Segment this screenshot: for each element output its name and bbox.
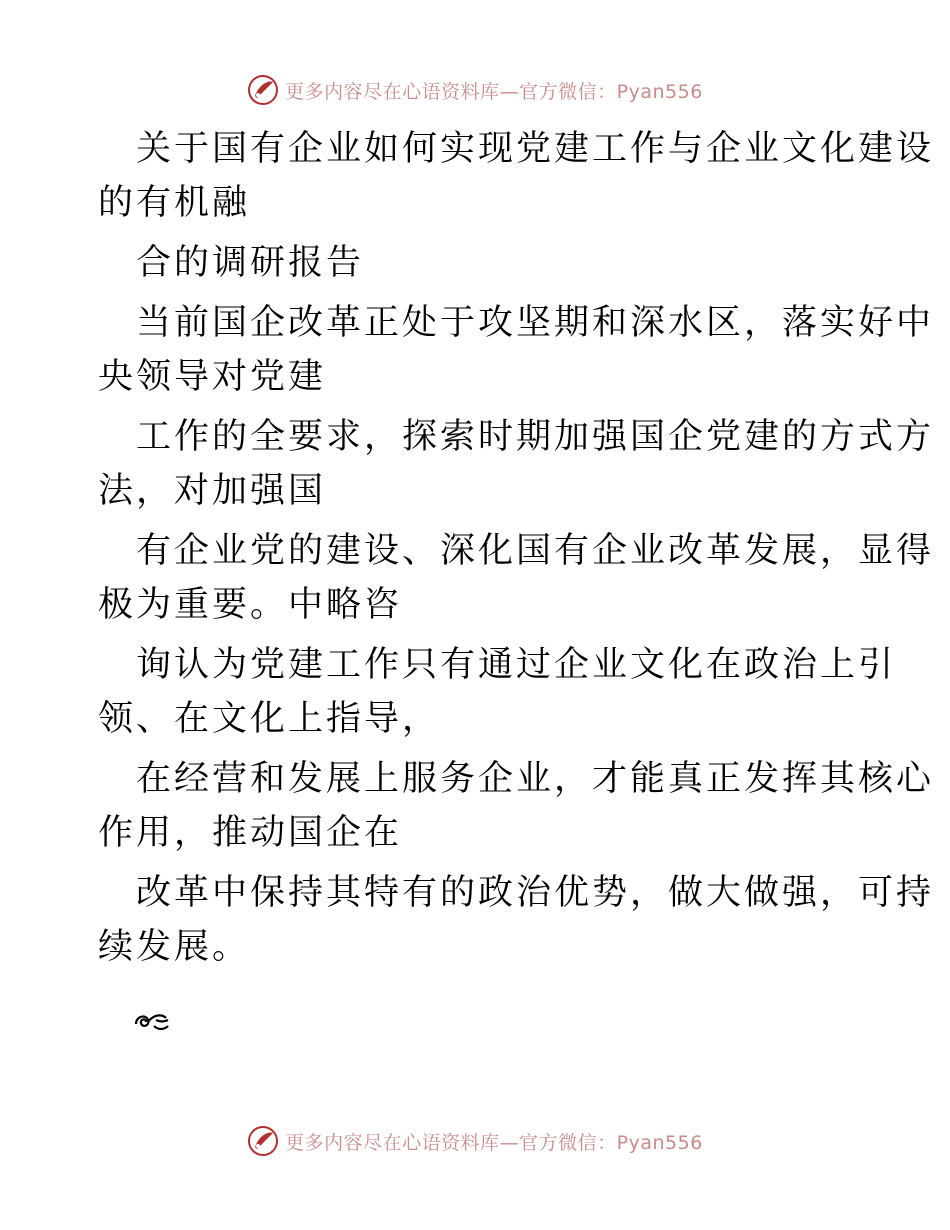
paragraph-line: 询认为党建工作只有通过企业文化在政治上引 xyxy=(136,645,897,685)
paragraph-line: 央领导对党建 xyxy=(98,357,327,397)
paragraph-line: 领、在文化上指导， xyxy=(98,699,441,739)
paragraph xyxy=(98,866,935,974)
paragraph-line: 法，对加强国 xyxy=(98,471,327,511)
header-banner xyxy=(0,72,950,108)
swirl-ornament-icon xyxy=(132,1008,172,1036)
paragraph-line: 工作的全要求，探索时期加强国企党建的方式方 xyxy=(136,417,935,457)
title-line: 的有机融 xyxy=(98,183,251,223)
footer-banner-text: 更多内容尽在心语资料库—官方微信：Pyan556 xyxy=(285,1131,703,1154)
paragraph xyxy=(98,752,935,860)
paragraph-line: 改革中保持其特有的政治优势，做大做强，可持 xyxy=(136,873,935,913)
footer-banner xyxy=(0,1123,950,1159)
document-title xyxy=(98,122,935,230)
header-banner-text: 更多内容尽在心语资料库—官方微信：Pyan556 xyxy=(285,80,703,103)
pen-nib-logo-icon xyxy=(247,1125,279,1157)
paragraph-line: 续发展。 xyxy=(98,927,251,967)
paragraph xyxy=(98,638,897,746)
paragraph-line: 当前国企改革正处于攻坚期和深水区，落实好中 xyxy=(136,303,935,343)
document-body xyxy=(98,122,935,980)
paragraph xyxy=(98,524,935,632)
title-line: 关于国有企业如何实现党建工作与企业文化建设 xyxy=(136,129,935,169)
paragraph xyxy=(98,296,935,404)
paragraph-line: 作用，推动国企在 xyxy=(98,813,403,853)
pen-nib-logo-icon xyxy=(247,74,279,106)
paragraph-line: 在经营和发展上服务企业，才能真正发挥其核心 xyxy=(136,759,935,799)
paragraph xyxy=(98,410,935,518)
title-line: 合的调研报告 xyxy=(136,243,365,283)
paragraph-line: 有企业党的建设、深化国有企业改革发展，显得 xyxy=(136,531,935,571)
paragraph-line: 极为重要。中略咨 xyxy=(98,585,403,625)
